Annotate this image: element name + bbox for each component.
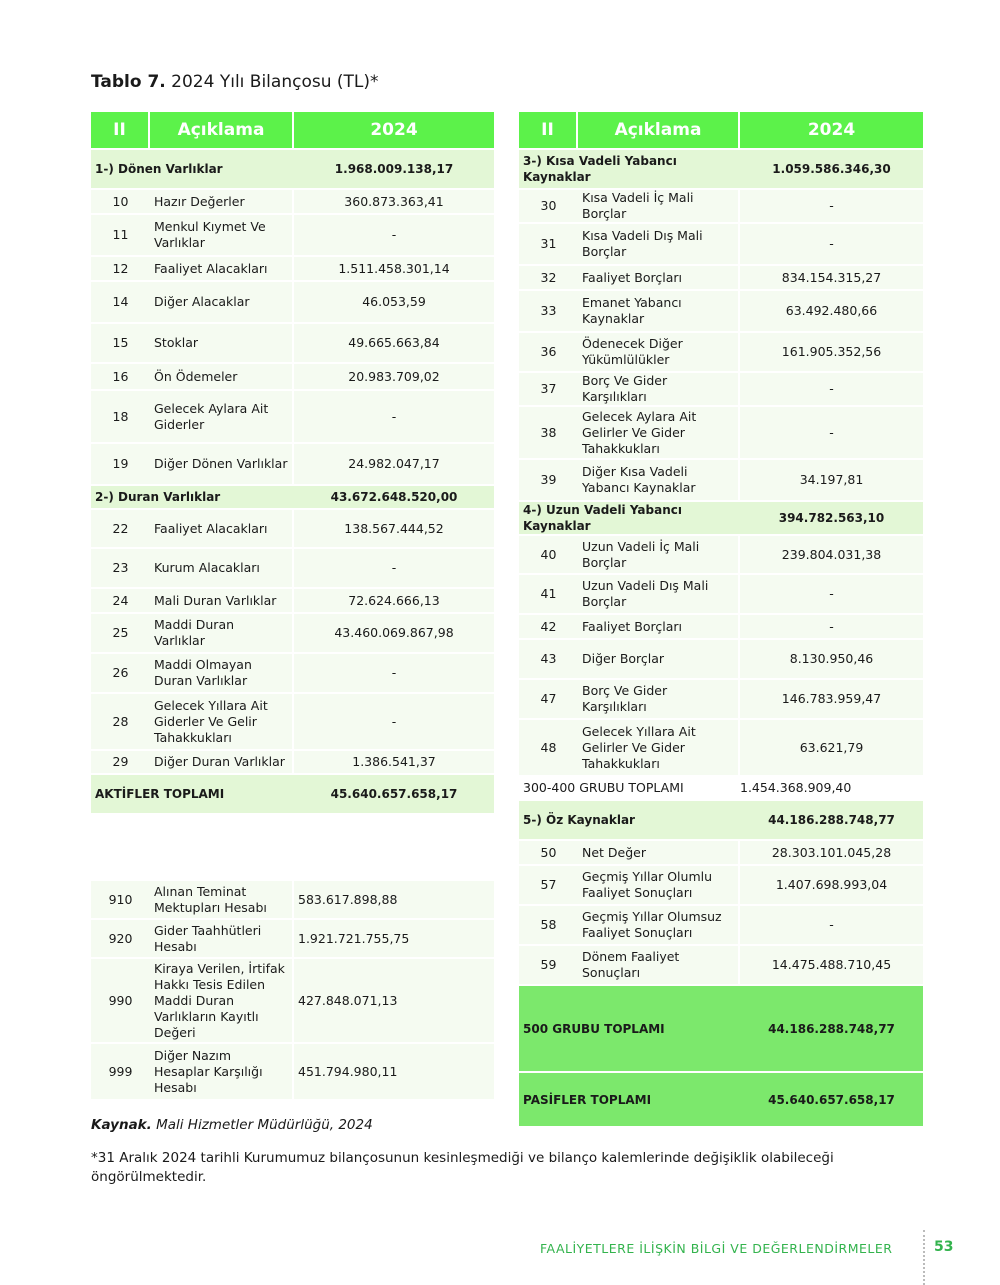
section-label: 2-) Duran Varlıklar <box>91 486 294 508</box>
table-label: Tablo 7. <box>91 72 166 92</box>
row-label: Uzun Vadeli Dış Mali Borçlar <box>578 575 740 613</box>
row-value: - <box>740 575 923 613</box>
row-value: 24.982.047,17 <box>294 444 494 484</box>
row-label: Maddi Olmayan Duran Varlıklar <box>150 654 294 692</box>
row-code: 37 <box>519 373 578 405</box>
row-value: 1.511.458.301,14 <box>294 257 494 280</box>
section-row <box>519 150 923 188</box>
row-label: Ön Ödemeler <box>150 364 294 389</box>
row-label: Dönem Faaliyet Sonuçları <box>578 946 740 984</box>
row-value: 583.617.898,88 <box>294 881 494 918</box>
row-code: 31 <box>519 224 578 264</box>
total-label: PASİFLER TOPLAMI <box>519 1073 740 1126</box>
row-value: 138.567.444,52 <box>294 510 494 547</box>
table-row <box>519 407 923 458</box>
row-value: - <box>740 407 923 458</box>
row-value: - <box>740 190 923 222</box>
table-row <box>519 866 923 904</box>
row-label: Uzun Vadeli İç Mali Borçlar <box>578 536 740 573</box>
table-row <box>519 615 923 638</box>
total-label: AKTİFLER TOPLAMI <box>91 775 294 813</box>
row-code: 990 <box>91 959 150 1042</box>
row-code: 50 <box>519 841 578 864</box>
col-header-description: Açıklama <box>578 112 740 148</box>
table-row <box>519 946 923 984</box>
section-value: 1.968.009.138,17 <box>294 150 494 188</box>
row-code: 57 <box>519 866 578 904</box>
assets-table <box>91 110 494 815</box>
table-row <box>91 920 494 957</box>
row-code: 22 <box>91 510 150 547</box>
section-row <box>91 150 494 188</box>
row-code: 47 <box>519 680 578 718</box>
row-label: Diğer Alacaklar <box>150 282 294 322</box>
col-header-code: II <box>519 112 578 148</box>
row-label: Faaliyet Alacakları <box>150 257 294 280</box>
table-row <box>519 333 923 371</box>
row-value: 161.905.352,56 <box>740 333 923 371</box>
row-code: 43 <box>519 640 578 678</box>
table-row <box>519 906 923 944</box>
source-text: Mali Hizmetler Müdürlüğü, 2024 <box>156 1117 373 1133</box>
row-value: 1.386.541,37 <box>294 751 494 773</box>
row-label: Hazır Değerler <box>150 190 294 213</box>
row-label: Alınan Teminat Mektupları Hesabı <box>150 881 294 918</box>
row-code: 59 <box>519 946 578 984</box>
table-row <box>91 444 494 484</box>
row-code: 16 <box>91 364 150 389</box>
row-code: 39 <box>519 460 578 500</box>
row-label: Diğer Kısa Vadeli Yabancı Kaynaklar <box>578 460 740 500</box>
total-label: 500 GRUBU TOPLAMI <box>519 986 740 1071</box>
row-value: 20.983.709,02 <box>294 364 494 389</box>
row-value: 14.475.488.710,45 <box>740 946 923 984</box>
row-label: Borç Ve Gider Karşılıkları <box>578 373 740 405</box>
row-label: Faaliyet Borçları <box>578 266 740 289</box>
row-code: 24 <box>91 589 150 612</box>
table-row <box>91 751 494 773</box>
row-code: 23 <box>91 549 150 587</box>
row-code: 26 <box>91 654 150 692</box>
section-label: 4-) Uzun Vadeli Yabancı Kaynaklar <box>519 502 740 534</box>
row-value: 63.621,79 <box>740 720 923 775</box>
row-code: 33 <box>519 291 578 331</box>
row-value: 1.407.698.993,04 <box>740 866 923 904</box>
row-label: Menkul Kıymet Ve Varlıklar <box>150 215 294 255</box>
table-row <box>91 549 494 587</box>
row-value: 34.197,81 <box>740 460 923 500</box>
row-label: Geçmiş Yıllar Olumlu Faaliyet Sonuçları <box>578 866 740 904</box>
table-row <box>519 720 923 775</box>
table-row <box>91 959 494 1042</box>
row-value: 28.303.101.045,28 <box>740 841 923 864</box>
table-row <box>519 190 923 222</box>
table-row <box>91 614 494 652</box>
row-value: - <box>294 391 494 442</box>
row-value: 360.873.363,41 <box>294 190 494 213</box>
table-row <box>519 291 923 331</box>
total-row <box>91 775 494 813</box>
table-title <box>91 72 379 92</box>
section-value: 1.059.586.346,30 <box>740 150 923 188</box>
row-label: Diğer Duran Varlıklar <box>150 751 294 773</box>
row-code: 42 <box>519 615 578 638</box>
total-row <box>519 986 923 1071</box>
row-value: - <box>740 906 923 944</box>
table-row <box>519 460 923 500</box>
row-code: 14 <box>91 282 150 322</box>
row-value: 146.783.959,47 <box>740 680 923 718</box>
row-value: - <box>294 215 494 255</box>
row-code: 11 <box>91 215 150 255</box>
row-code: 28 <box>91 694 150 749</box>
row-value: 427.848.071,13 <box>294 959 494 1042</box>
table-row <box>91 215 494 255</box>
col-header-year: 2024 <box>740 112 923 148</box>
row-code: 999 <box>91 1044 150 1099</box>
row-label: Diğer Borçlar <box>578 640 740 678</box>
row-value: 63.492.480,66 <box>740 291 923 331</box>
row-value: - <box>294 654 494 692</box>
table-row <box>91 364 494 389</box>
table-row <box>519 680 923 718</box>
total-value: 45.640.657.658,17 <box>294 775 494 813</box>
total-value: 45.640.657.658,17 <box>740 1073 923 1126</box>
table-row <box>519 373 923 405</box>
row-code: 36 <box>519 333 578 371</box>
row-code: 10 <box>91 190 150 213</box>
group-total-label: 300-400 GRUBU TOPLAMI <box>519 777 740 799</box>
row-label: Gelecek Yıllara Ait Gelirler Ve Gider Tahakkukları <box>578 720 740 775</box>
col-header-code: II <box>91 112 150 148</box>
header-row <box>519 112 923 148</box>
row-label: Kiraya Verilen, İrtifak Hakkı Tesis Edilen Maddi Duran Varlıkların Kayıtlı Değeri <box>150 959 294 1042</box>
table-row <box>91 881 494 918</box>
row-label: Emanet Yabancı Kaynaklar <box>578 291 740 331</box>
section-value: 43.672.648.520,00 <box>294 486 494 508</box>
row-code: 29 <box>91 751 150 773</box>
row-label: Geçmiş Yıllar Olumsuz Faaliyet Sonuçları <box>578 906 740 944</box>
liabilities-table <box>519 110 923 1128</box>
row-label: Faaliyet Alacakları <box>150 510 294 547</box>
row-label: Diğer Nazım Hesaplar Karşılığı Hesabı <box>150 1044 294 1099</box>
table-row <box>91 324 494 362</box>
table-row <box>91 510 494 547</box>
section-row <box>91 486 494 508</box>
row-label: Mali Duran Varlıklar <box>150 589 294 612</box>
table-row <box>91 1044 494 1099</box>
row-value: - <box>294 549 494 587</box>
row-code: 920 <box>91 920 150 957</box>
table-row <box>91 589 494 612</box>
row-code: 41 <box>519 575 578 613</box>
col-header-description: Açıklama <box>150 112 294 148</box>
row-code: 38 <box>519 407 578 458</box>
table-row <box>91 282 494 322</box>
row-value: 834.154.315,27 <box>740 266 923 289</box>
table-row <box>519 575 923 613</box>
table-row <box>519 266 923 289</box>
row-code: 25 <box>91 614 150 652</box>
section-footer: FAALİYETLERE İLİŞKİN BİLGİ VE DEĞERLENDİRMELER <box>540 1241 893 1256</box>
source-label: Kaynak. <box>91 1117 152 1133</box>
row-label: Gider Taahhütleri Hesabı <box>150 920 294 957</box>
row-label: Ödenecek Diğer Yükümlülükler <box>578 333 740 371</box>
row-code: 30 <box>519 190 578 222</box>
row-code: 58 <box>519 906 578 944</box>
section-label: 3-) Kısa Vadeli Yabancı Kaynaklar <box>519 150 740 188</box>
source-line <box>91 1117 373 1133</box>
section-value: 394.782.563,10 <box>740 502 923 534</box>
table-row <box>91 391 494 442</box>
row-value: - <box>740 373 923 405</box>
row-label: Faaliyet Borçları <box>578 615 740 638</box>
row-code: 32 <box>519 266 578 289</box>
total-row <box>519 1073 923 1126</box>
row-value: 46.053,59 <box>294 282 494 322</box>
table-row <box>519 841 923 864</box>
table-caption: 2024 Yılı Bilançosu (TL)* <box>171 72 379 92</box>
row-value: - <box>740 224 923 264</box>
total-value: 44.186.288.748,77 <box>740 986 923 1071</box>
row-label: Gelecek Yıllara Ait Giderler Ve Gelir Tahakkukları <box>150 694 294 749</box>
section-row <box>519 801 923 839</box>
row-value: 8.130.950,46 <box>740 640 923 678</box>
row-code: 19 <box>91 444 150 484</box>
row-code: 910 <box>91 881 150 918</box>
memo-accounts-table <box>91 879 494 1101</box>
section-value: 44.186.288.748,77 <box>740 801 923 839</box>
footer-divider <box>923 1230 925 1285</box>
row-value: 43.460.069.867,98 <box>294 614 494 652</box>
table-row <box>91 694 494 749</box>
row-label: Borç Ve Gider Karşılıkları <box>578 680 740 718</box>
header-row <box>91 112 494 148</box>
row-label: Diğer Dönen Varlıklar <box>150 444 294 484</box>
table-row <box>91 654 494 692</box>
row-label: Gelecek Aylara Ait Gelirler Ve Gider Tahakkukları <box>578 407 740 458</box>
col-header-year: 2024 <box>294 112 494 148</box>
page-number: 53 <box>934 1239 954 1255</box>
row-code: 15 <box>91 324 150 362</box>
section-label: 1-) Dönen Varlıklar <box>91 150 294 188</box>
row-value: - <box>294 694 494 749</box>
row-value: 451.794.980,11 <box>294 1044 494 1099</box>
row-label: Maddi Duran Varlıklar <box>150 614 294 652</box>
row-value: - <box>740 615 923 638</box>
row-value: 239.804.031,38 <box>740 536 923 573</box>
table-row <box>519 536 923 573</box>
row-label: Net Değer <box>578 841 740 864</box>
row-value: 49.665.663,84 <box>294 324 494 362</box>
row-value: 1.921.721.755,75 <box>294 920 494 957</box>
row-code: 12 <box>91 257 150 280</box>
row-value: 72.624.666,13 <box>294 589 494 612</box>
table-row <box>519 224 923 264</box>
group-total-row <box>519 777 923 799</box>
row-label: Kurum Alacakları <box>150 549 294 587</box>
footnote: *31 Aralık 2024 tarihli Kurumumuz bilançosunun kesinleşmediği ve bilanço kalemlerinde değişiklik olabileceği öngörülmektedir. <box>91 1150 834 1185</box>
table-row <box>91 190 494 213</box>
row-label: Kısa Vadeli İç Mali Borçlar <box>578 190 740 222</box>
table-row <box>519 640 923 678</box>
row-label: Gelecek Aylara Ait Giderler <box>150 391 294 442</box>
section-label: 5-) Öz Kaynaklar <box>519 801 740 839</box>
row-code: 48 <box>519 720 578 775</box>
row-label: Stoklar <box>150 324 294 362</box>
table-row <box>91 257 494 280</box>
row-code: 40 <box>519 536 578 573</box>
section-row <box>519 502 923 534</box>
row-label: Kısa Vadeli Dış Mali Borçlar <box>578 224 740 264</box>
group-total-value: 1.454.368.909,40 <box>740 777 923 799</box>
row-code: 18 <box>91 391 150 442</box>
